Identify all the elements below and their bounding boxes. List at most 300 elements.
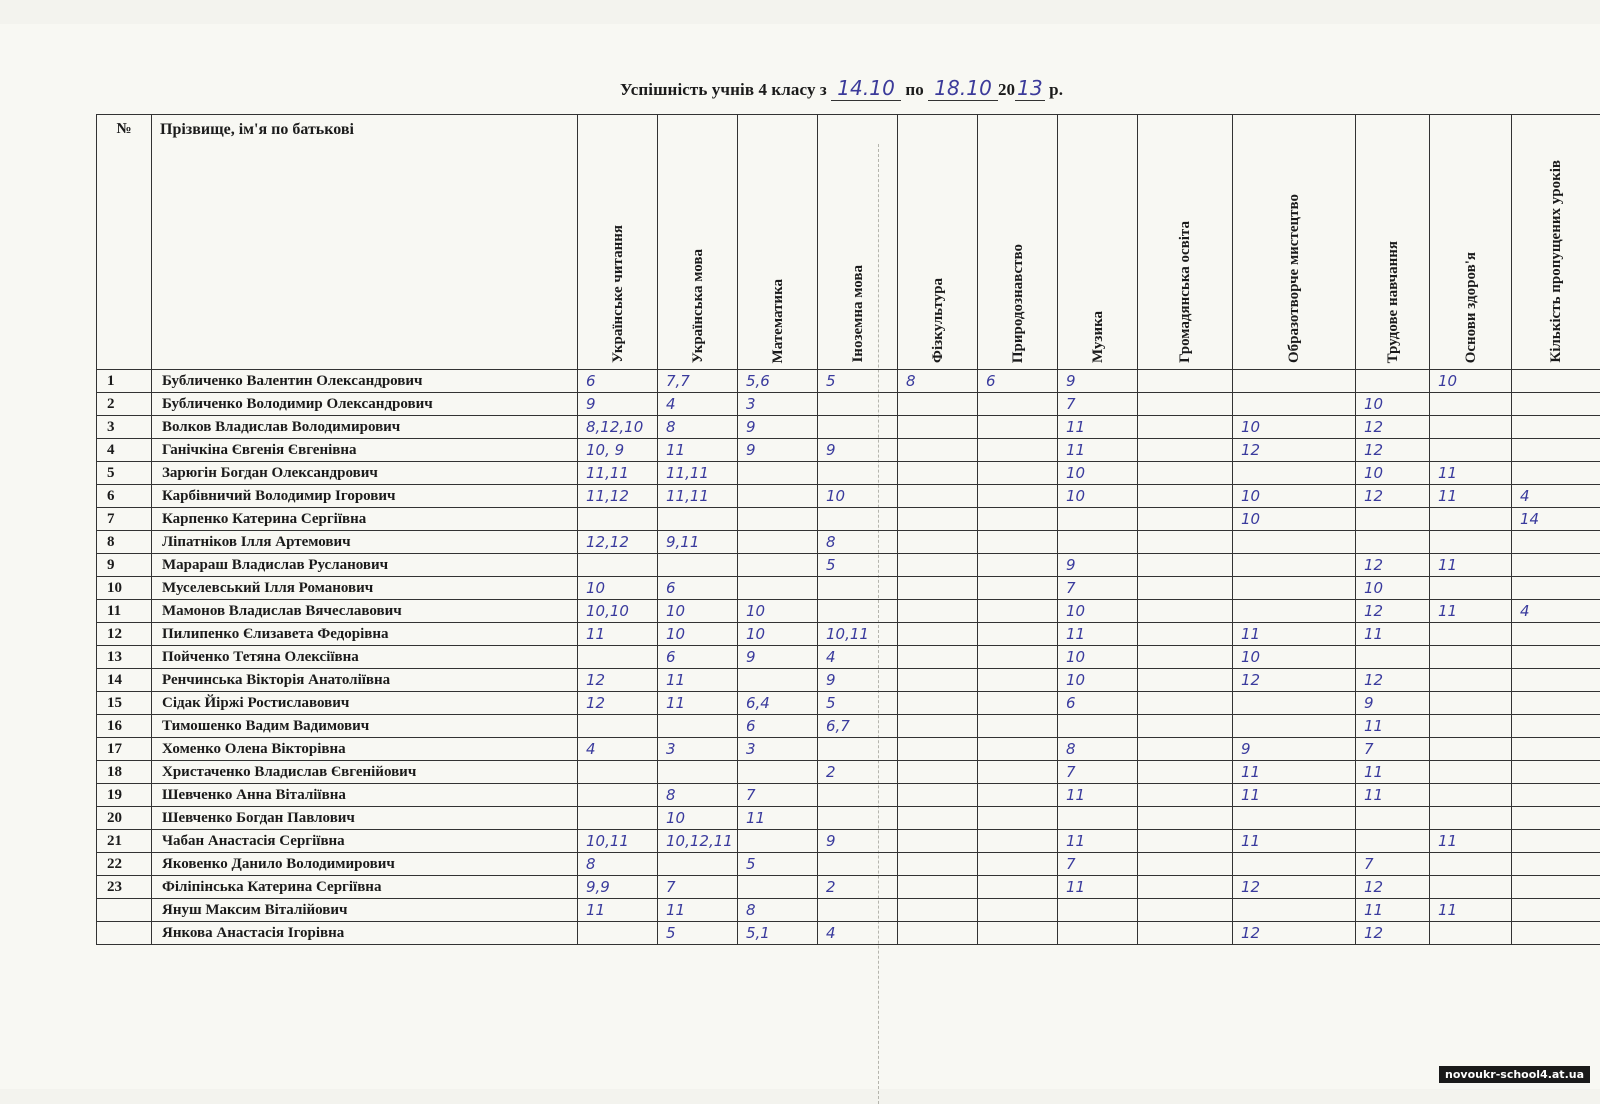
student-name: Чабан Анастасія Сергіївна xyxy=(152,830,578,853)
grade-cell: 11 xyxy=(1233,830,1356,853)
grade-cell xyxy=(1233,600,1356,623)
grade-cell xyxy=(578,554,658,577)
grade-cell: 11 xyxy=(658,692,738,715)
table-row xyxy=(97,577,1600,600)
table-row xyxy=(97,646,1600,669)
row-number: 21 xyxy=(97,830,152,853)
grade-cell xyxy=(738,830,818,853)
grade-cell xyxy=(1430,738,1512,761)
grade-cell: 11 xyxy=(1356,784,1430,807)
grade-cell: 8 xyxy=(898,370,978,393)
grade-cell: 6,4 xyxy=(738,692,818,715)
grade-cell: 2 xyxy=(818,876,898,899)
subject-label: Образотворче мистецтво xyxy=(1286,194,1302,363)
grade-cell: 10 xyxy=(1356,577,1430,600)
subject-label: Іноземна мова xyxy=(850,265,866,363)
title-date-from: 14.10 xyxy=(831,76,901,101)
grade-cell: 6 xyxy=(658,577,738,600)
table-row xyxy=(97,416,1600,439)
grade-cell: 10 xyxy=(658,600,738,623)
grade-cell xyxy=(1233,853,1356,876)
grade-cell xyxy=(1512,669,1600,692)
grade-cell: 11 xyxy=(658,439,738,462)
grade-cell xyxy=(738,761,818,784)
grade-cell xyxy=(1138,439,1233,462)
grade-cell xyxy=(738,669,818,692)
grade-cell: 8 xyxy=(658,784,738,807)
grade-cell: 12 xyxy=(578,692,658,715)
grade-cell: 4 xyxy=(818,646,898,669)
grade-cell: 9 xyxy=(1356,692,1430,715)
header-subject xyxy=(1430,115,1512,370)
grade-cell xyxy=(1138,761,1233,784)
grade-cell xyxy=(738,508,818,531)
grade-cell: 10 xyxy=(1058,669,1138,692)
grade-cell xyxy=(658,761,738,784)
row-number: 8 xyxy=(97,531,152,554)
header-subject xyxy=(738,115,818,370)
grade-cell: 7 xyxy=(1058,853,1138,876)
student-name: Хоменко Олена Вікторівна xyxy=(152,738,578,761)
grade-cell xyxy=(1430,416,1512,439)
row-number: 3 xyxy=(97,416,152,439)
grade-cell xyxy=(1138,577,1233,600)
grade-cell xyxy=(1058,922,1138,945)
grade-cell: 12 xyxy=(1233,439,1356,462)
title-date-to: 18.10 xyxy=(928,76,998,101)
grade-cell: 12 xyxy=(1356,922,1430,945)
grade-cell xyxy=(1512,623,1600,646)
grade-cell xyxy=(1233,554,1356,577)
grade-cell xyxy=(978,416,1058,439)
row-number xyxy=(97,922,152,945)
title-middle: по xyxy=(905,80,924,99)
grade-cell xyxy=(738,876,818,899)
title-prefix: Успішність учнів 4 класу з xyxy=(620,80,827,99)
grade-cell: 4 xyxy=(818,922,898,945)
grade-cell xyxy=(898,876,978,899)
grade-cell xyxy=(738,462,818,485)
student-name: Шевченко Анна Віталіївна xyxy=(152,784,578,807)
grade-cell xyxy=(898,554,978,577)
grade-cell: 4 xyxy=(1512,600,1600,623)
grade-cell: 10 xyxy=(1233,508,1356,531)
grade-cell: 7 xyxy=(1058,761,1138,784)
grade-cell xyxy=(818,853,898,876)
grade-cell: 11 xyxy=(1058,784,1138,807)
student-name: Карбівничий Володимир Ігорович xyxy=(152,485,578,508)
grade-cell: 14 xyxy=(1512,508,1600,531)
student-name: Бубличенко Валентин Олександрович xyxy=(152,370,578,393)
title-suffix: р. xyxy=(1049,80,1063,99)
grade-cell: 3 xyxy=(658,738,738,761)
grade-cell: 10,11 xyxy=(578,830,658,853)
grade-cell: 9 xyxy=(738,646,818,669)
grade-cell: 9 xyxy=(1233,738,1356,761)
grade-cell xyxy=(1512,577,1600,600)
grade-cell: 7 xyxy=(738,784,818,807)
grade-cell xyxy=(1233,531,1356,554)
grade-cell: 7 xyxy=(1356,853,1430,876)
grade-sheet-page xyxy=(0,24,1600,1089)
grade-cell xyxy=(1512,646,1600,669)
row-number: 6 xyxy=(97,485,152,508)
row-number: 5 xyxy=(97,462,152,485)
header-subject xyxy=(978,115,1058,370)
student-name: Пойченко Тетяна Олексіївна xyxy=(152,646,578,669)
grade-cell xyxy=(1233,462,1356,485)
grade-cell: 10 xyxy=(578,577,658,600)
grade-cell xyxy=(1430,807,1512,830)
grade-cell xyxy=(1430,646,1512,669)
student-name: Христаченко Владислав Євгенійович xyxy=(152,761,578,784)
table-row xyxy=(97,715,1600,738)
row-number xyxy=(97,899,152,922)
grade-cell: 9 xyxy=(738,416,818,439)
grade-cell: 10,11 xyxy=(818,623,898,646)
grade-cell xyxy=(578,646,658,669)
student-name: Зарюгін Богдан Олександрович xyxy=(152,462,578,485)
grade-cell xyxy=(1138,416,1233,439)
row-number: 7 xyxy=(97,508,152,531)
subject-label: Громадянська освіта xyxy=(1177,221,1193,363)
grade-cell: 11 xyxy=(1233,623,1356,646)
grade-cell xyxy=(1512,554,1600,577)
grade-cell xyxy=(658,715,738,738)
header-subject xyxy=(1138,115,1233,370)
grade-cell xyxy=(1512,761,1600,784)
grade-cell xyxy=(1512,416,1600,439)
grade-cell: 9 xyxy=(1058,370,1138,393)
grade-cell xyxy=(1512,531,1600,554)
header-subject xyxy=(1356,115,1430,370)
grade-cell xyxy=(898,623,978,646)
subject-label: Кількість пропущених уроків xyxy=(1548,160,1564,363)
grade-cell xyxy=(1138,646,1233,669)
grade-cell xyxy=(1233,393,1356,416)
grade-cell: 5 xyxy=(818,692,898,715)
table-row xyxy=(97,393,1600,416)
grade-cell xyxy=(1356,531,1430,554)
table-row xyxy=(97,485,1600,508)
grade-cell xyxy=(898,508,978,531)
grade-cell xyxy=(978,692,1058,715)
grade-cell xyxy=(1138,623,1233,646)
grade-cell xyxy=(1430,439,1512,462)
grade-cell: 10 xyxy=(1356,393,1430,416)
row-number: 16 xyxy=(97,715,152,738)
grade-cell xyxy=(1512,830,1600,853)
header-subject xyxy=(1512,115,1600,370)
grade-cell xyxy=(738,485,818,508)
grade-cell xyxy=(1512,784,1600,807)
grade-cell xyxy=(1138,807,1233,830)
grade-cell xyxy=(1233,715,1356,738)
grade-cell: 11 xyxy=(738,807,818,830)
grade-cell xyxy=(978,439,1058,462)
grade-cell: 9,9 xyxy=(578,876,658,899)
grade-cell xyxy=(1512,393,1600,416)
grade-cell xyxy=(658,554,738,577)
row-number: 13 xyxy=(97,646,152,669)
grade-cell xyxy=(578,922,658,945)
grade-cell: 9 xyxy=(818,439,898,462)
grade-cell xyxy=(898,669,978,692)
grade-cell xyxy=(1512,738,1600,761)
header-subject xyxy=(898,115,978,370)
grade-cell xyxy=(978,922,1058,945)
grade-cell xyxy=(1512,692,1600,715)
grade-cell: 11 xyxy=(1058,439,1138,462)
grade-cell: 11 xyxy=(1058,623,1138,646)
grade-cell: 5 xyxy=(818,370,898,393)
grade-cell: 8 xyxy=(1058,738,1138,761)
row-number: 18 xyxy=(97,761,152,784)
grade-cell xyxy=(898,899,978,922)
grade-cell xyxy=(978,623,1058,646)
grade-cell xyxy=(978,807,1058,830)
table-row xyxy=(97,531,1600,554)
subject-label: Природознавство xyxy=(1010,244,1026,363)
grade-cell xyxy=(898,761,978,784)
grade-cell xyxy=(978,761,1058,784)
grade-cell: 3 xyxy=(738,738,818,761)
header-name: Прізвище, ім'я по батькові xyxy=(152,115,578,370)
grade-cell: 11 xyxy=(578,899,658,922)
subject-label: Основи здоров'я xyxy=(1463,252,1479,363)
grade-cell xyxy=(1356,807,1430,830)
table-row xyxy=(97,876,1600,899)
grade-cell xyxy=(1138,531,1233,554)
grade-cell: 10 xyxy=(738,600,818,623)
student-name: Яковенко Данило Володимирович xyxy=(152,853,578,876)
grade-cell xyxy=(978,830,1058,853)
student-name: Ренчинська Вікторія Анатоліївна xyxy=(152,669,578,692)
grade-cell: 10 xyxy=(1058,485,1138,508)
grade-cell xyxy=(898,393,978,416)
grade-cell: 10 xyxy=(738,623,818,646)
grade-cell xyxy=(898,439,978,462)
grade-cell xyxy=(898,922,978,945)
grade-cell xyxy=(1233,807,1356,830)
grade-cell xyxy=(1058,899,1138,922)
grade-cell: 12 xyxy=(1233,922,1356,945)
grade-cell xyxy=(1138,370,1233,393)
grade-cell xyxy=(978,485,1058,508)
table-row xyxy=(97,600,1600,623)
grade-cell: 12 xyxy=(1233,669,1356,692)
table-row xyxy=(97,439,1600,462)
grade-cell xyxy=(1430,784,1512,807)
grade-cell xyxy=(1058,807,1138,830)
grade-cell: 4 xyxy=(1512,485,1600,508)
grade-cell xyxy=(1138,485,1233,508)
grade-cell xyxy=(978,508,1058,531)
grade-cell xyxy=(818,462,898,485)
grade-cell: 11 xyxy=(1058,416,1138,439)
grade-cell: 7 xyxy=(658,876,738,899)
grade-cell xyxy=(1058,508,1138,531)
grade-cell xyxy=(1138,554,1233,577)
header-subject xyxy=(1058,115,1138,370)
grade-cell: 11 xyxy=(1356,899,1430,922)
grade-cell: 6 xyxy=(658,646,738,669)
grade-cell xyxy=(898,784,978,807)
student-name: Муселевський Ілля Романович xyxy=(152,577,578,600)
grade-cell xyxy=(1430,508,1512,531)
grade-cell xyxy=(818,577,898,600)
grade-cell: 11 xyxy=(1233,761,1356,784)
grade-cell xyxy=(1058,531,1138,554)
grade-cell: 10 xyxy=(1430,370,1512,393)
grade-cell xyxy=(1138,462,1233,485)
grade-cell xyxy=(1138,830,1233,853)
header-subject xyxy=(658,115,738,370)
grade-cell xyxy=(1512,922,1600,945)
student-name: Пилипенко Єлизавета Федорівна xyxy=(152,623,578,646)
student-name: Януш Максим Віталійович xyxy=(152,899,578,922)
grade-cell xyxy=(1512,715,1600,738)
student-name: Ліпатніков Ілля Артемович xyxy=(152,531,578,554)
student-name: Карпенко Катерина Сергіївна xyxy=(152,508,578,531)
grade-cell xyxy=(898,830,978,853)
grade-cell: 11 xyxy=(1356,623,1430,646)
grade-cell: 10 xyxy=(658,623,738,646)
grade-cell xyxy=(1138,876,1233,899)
header-subject xyxy=(1233,115,1356,370)
grade-cell: 11 xyxy=(1058,876,1138,899)
grade-cell: 11 xyxy=(658,899,738,922)
table-row xyxy=(97,784,1600,807)
grade-cell: 10, 9 xyxy=(578,439,658,462)
grade-cell xyxy=(898,853,978,876)
student-name: Волков Владислав Володимирович xyxy=(152,416,578,439)
grade-cell: 12 xyxy=(1356,554,1430,577)
grade-cell: 5 xyxy=(658,922,738,945)
grade-cell: 7 xyxy=(1058,577,1138,600)
table-row xyxy=(97,692,1600,715)
table-row xyxy=(97,738,1600,761)
grade-cell: 11 xyxy=(1233,784,1356,807)
student-name: Марараш Владислав Русланович xyxy=(152,554,578,577)
table-row xyxy=(97,508,1600,531)
grade-cell xyxy=(738,577,818,600)
grade-cell: 7,7 xyxy=(658,370,738,393)
grade-cell xyxy=(978,577,1058,600)
grade-cell xyxy=(1058,715,1138,738)
grade-cell: 12 xyxy=(1233,876,1356,899)
grade-cell xyxy=(898,807,978,830)
row-number: 22 xyxy=(97,853,152,876)
table-row xyxy=(97,669,1600,692)
grade-cell: 11,11 xyxy=(578,462,658,485)
grade-cell xyxy=(978,462,1058,485)
grade-cell: 10 xyxy=(818,485,898,508)
grade-cell xyxy=(1430,669,1512,692)
grade-cell xyxy=(818,807,898,830)
row-number: 15 xyxy=(97,692,152,715)
grade-cell xyxy=(1138,669,1233,692)
table-row xyxy=(97,462,1600,485)
student-name: Філіпінська Катерина Сергіївна xyxy=(152,876,578,899)
grade-cell xyxy=(898,646,978,669)
grade-cell xyxy=(1430,623,1512,646)
grade-cell xyxy=(1138,692,1233,715)
grade-cell: 7 xyxy=(1356,738,1430,761)
grade-cell xyxy=(1138,738,1233,761)
grade-cell: 6 xyxy=(738,715,818,738)
grade-cell xyxy=(978,554,1058,577)
grade-cell: 6 xyxy=(978,370,1058,393)
grade-cell xyxy=(1233,899,1356,922)
grade-cell: 9 xyxy=(1058,554,1138,577)
table-row xyxy=(97,853,1600,876)
grade-cell: 10 xyxy=(1058,462,1138,485)
grade-cell xyxy=(1430,393,1512,416)
grade-cell xyxy=(898,715,978,738)
grade-cell xyxy=(1512,462,1600,485)
grade-cell xyxy=(898,577,978,600)
grade-cell: 5 xyxy=(738,853,818,876)
grade-cell: 6 xyxy=(578,370,658,393)
grade-cell: 5,6 xyxy=(738,370,818,393)
grade-cell xyxy=(578,715,658,738)
grade-cell xyxy=(978,669,1058,692)
header-subject xyxy=(818,115,898,370)
grade-cell: 6,7 xyxy=(818,715,898,738)
grade-cell: 8 xyxy=(578,853,658,876)
table-row xyxy=(97,830,1600,853)
grade-cell xyxy=(1138,715,1233,738)
grade-cell: 10,10 xyxy=(578,600,658,623)
grade-cell: 12 xyxy=(1356,600,1430,623)
grade-cell: 11 xyxy=(658,669,738,692)
table-row xyxy=(97,554,1600,577)
student-name: Тимошенко Вадим Вадимович xyxy=(152,715,578,738)
grade-cell: 8,12,10 xyxy=(578,416,658,439)
grade-cell xyxy=(898,692,978,715)
grade-cell xyxy=(1138,853,1233,876)
grade-cell xyxy=(978,646,1058,669)
grade-cell: 11 xyxy=(1356,761,1430,784)
title-year-suffix: 13 xyxy=(1015,76,1045,101)
row-number: 4 xyxy=(97,439,152,462)
grade-cell: 12 xyxy=(1356,439,1430,462)
grade-cell xyxy=(818,784,898,807)
grade-cell xyxy=(578,761,658,784)
table-header-row xyxy=(97,115,1600,370)
grade-cell: 10 xyxy=(658,807,738,830)
grade-cell xyxy=(1512,807,1600,830)
grade-cell xyxy=(1430,692,1512,715)
grade-cell xyxy=(1512,370,1600,393)
grade-cell xyxy=(818,600,898,623)
subject-label: Трудове навчання xyxy=(1385,241,1401,363)
row-number: 9 xyxy=(97,554,152,577)
grade-cell: 7 xyxy=(1058,393,1138,416)
grade-cell: 4 xyxy=(578,738,658,761)
grade-cell xyxy=(978,738,1058,761)
grade-cell xyxy=(978,393,1058,416)
student-name: Сідак Йіржі Ростиславович xyxy=(152,692,578,715)
grade-cell xyxy=(1430,922,1512,945)
grade-cell xyxy=(738,531,818,554)
grade-cell xyxy=(1356,370,1430,393)
grade-cell xyxy=(898,738,978,761)
grade-cell: 12 xyxy=(1356,876,1430,899)
grade-cell xyxy=(1233,692,1356,715)
grade-cell: 11 xyxy=(1058,830,1138,853)
